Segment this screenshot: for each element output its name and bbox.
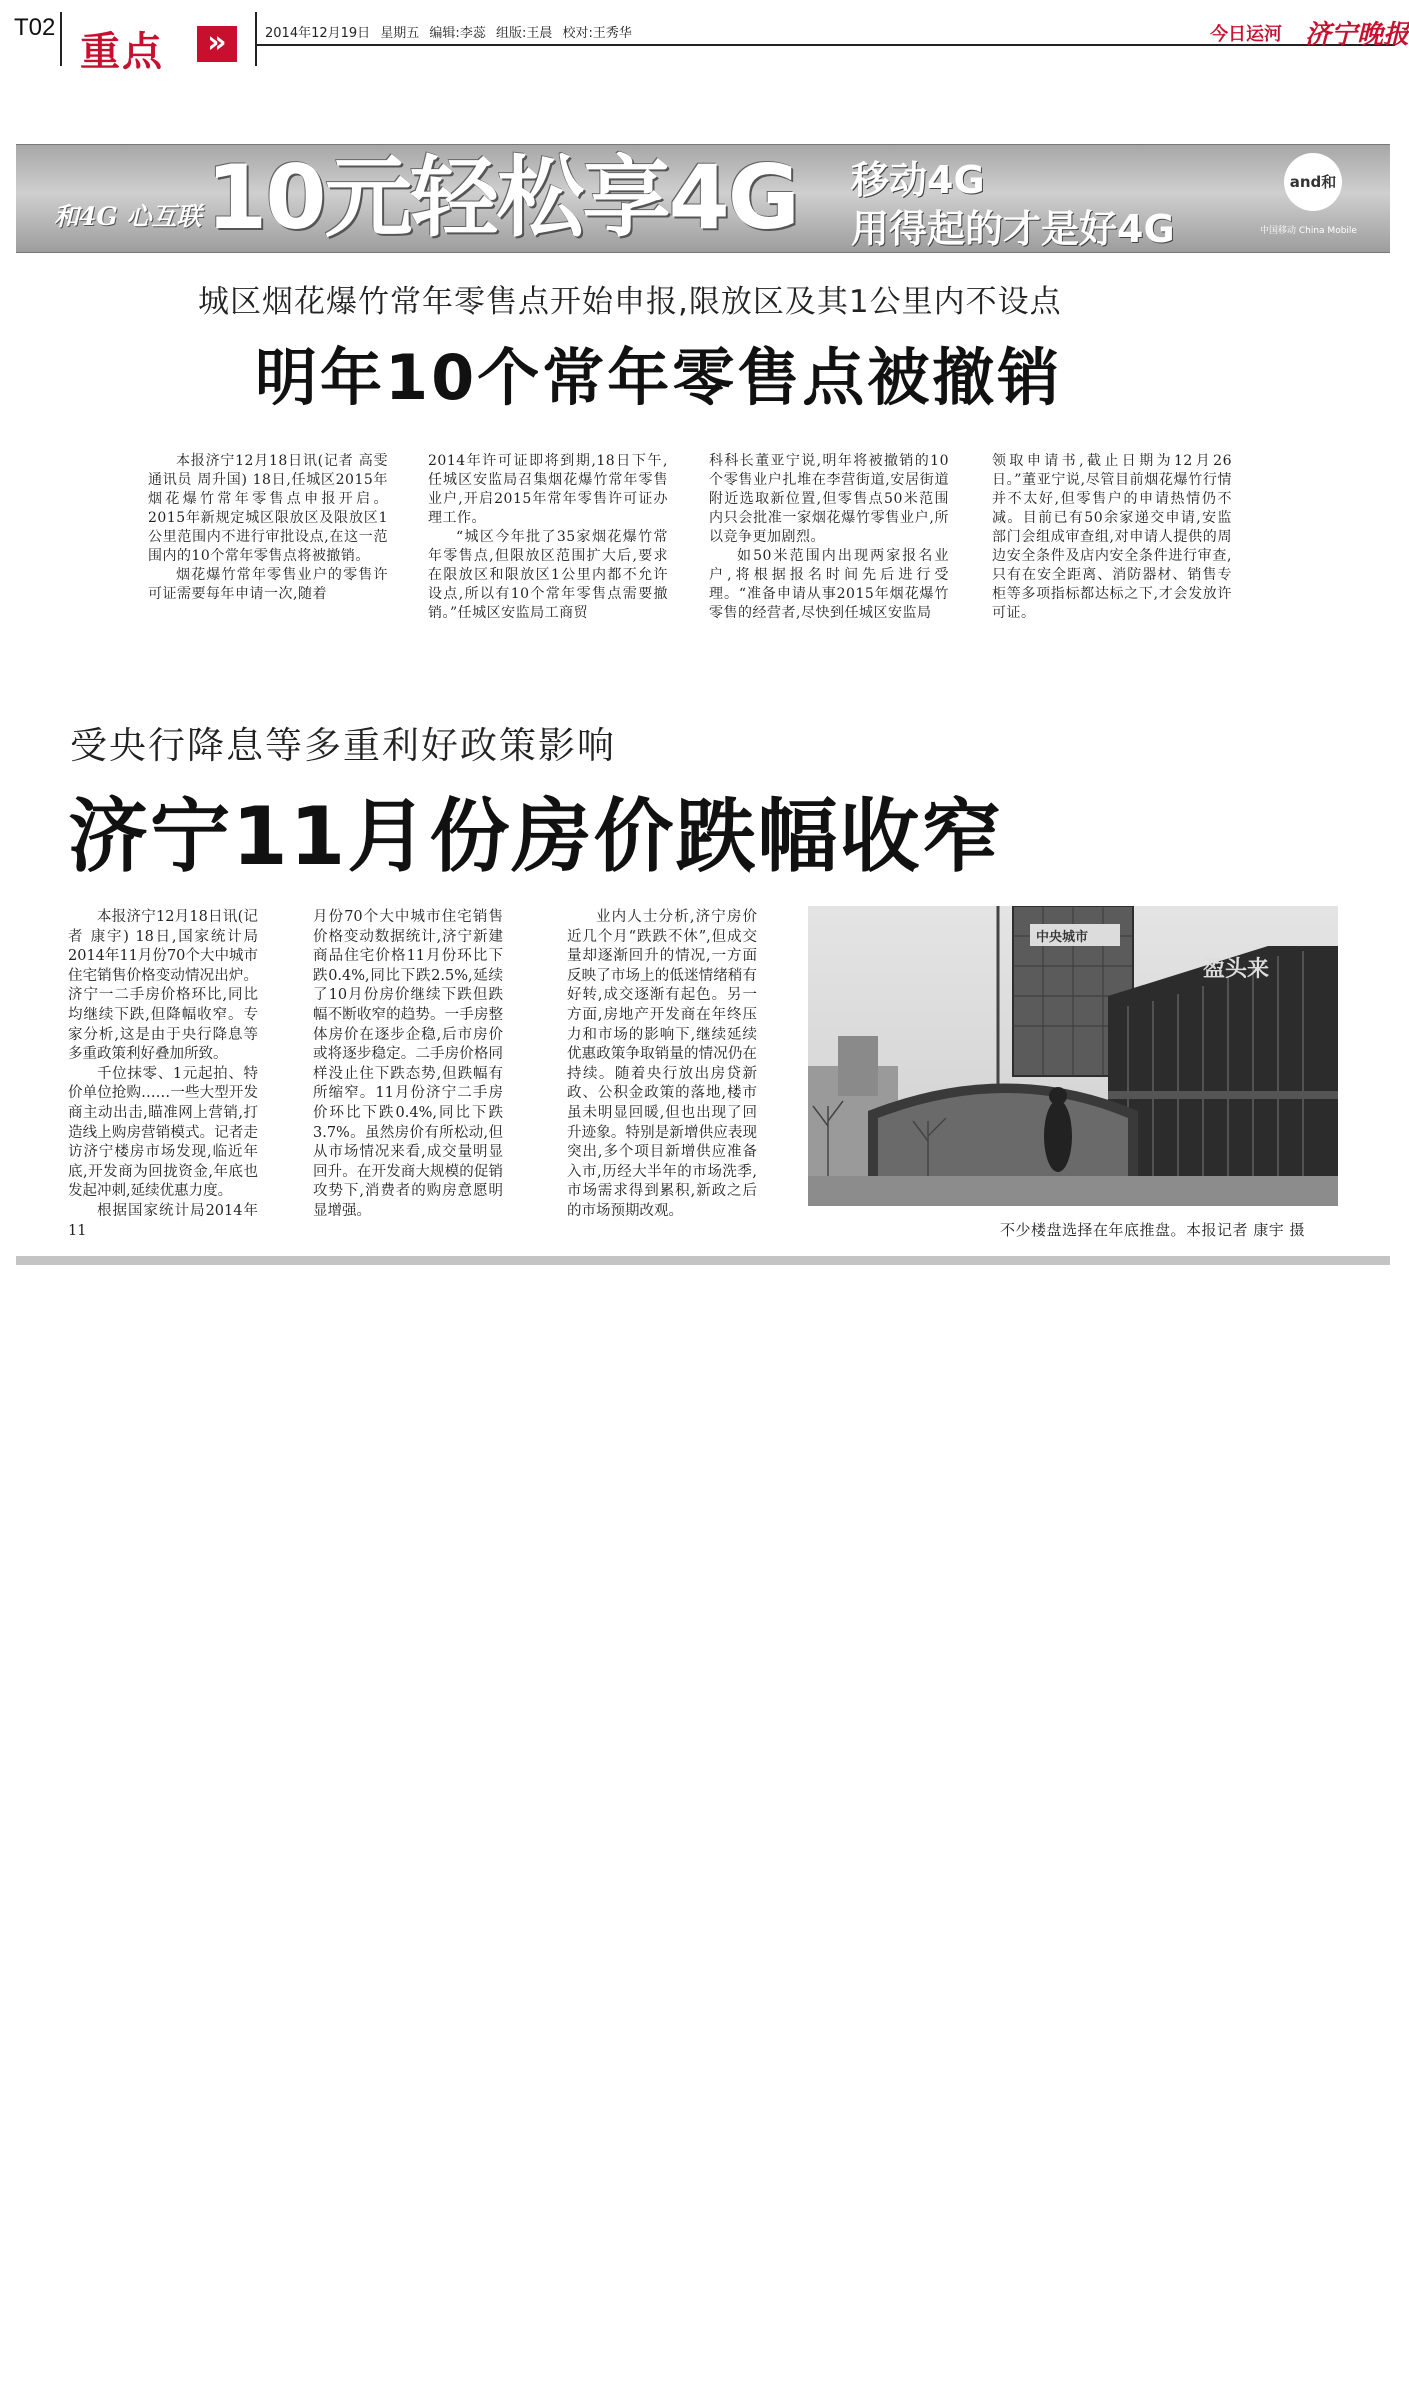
article-column <box>148 452 388 604</box>
article-column <box>992 452 1232 623</box>
paragraph: 业内人士分析,济宁房价近几个月“跌跌不休”,但成交量却逐渐回升的情况,一方面反映了市场上的低迷情绪稍有好转,成交逐渐有起色。另一方面,房地产开发商在年终压力和市场的影响下,继续延续优惠政策争取销量的情况仍在持续。随着央行放出房贷新政、公积金政策的落地,楼市虽未明显回暖,但也出现了回升迹象。特别是新增供应表现突出,多个项目新增供应准备入市,历经大半年的市场洗季,市场需求得到累积,新政之后的市场预期改观。 <box>567 909 757 1219</box>
paragraph: 本报济宁12月18日讯(记者 高雯 通讯员 周升国) 18日,任城区2015年烟花爆竹常年零售点申报开启。2015年新规定城区限放区及限放区1公里范围内不进行审批设点,在这一范围内的10个常年零售点将被撤销。 <box>148 453 388 564</box>
real-estate-photo <box>808 906 1338 1206</box>
paragraph: 月份70个大中城市住宅销售价格变动数据统计,济宁新建商品住宅价格11月份环比下跌0.4%,同比下跌2.5%,延续了10月份房价继续下跌但跌幅不断收窄的趋势。一手房整体房价在逐步企稳,后市房价或将逐步稳定。二手房价格同样没止住下跌态势,但跌幅有所缩窄。11月份济宁二手房价环比下跌0.4%,同比下跌3.7%。虽然房价有所松动,但从市场情况来看,成交量明显回升。在开发商大规模的促销攻势下,消费者的购房意愿明显增强。 <box>313 909 503 1219</box>
paragraph: 根据国家统计局2014年11 <box>68 1202 258 1239</box>
chevron-right-icon: » <box>197 26 237 62</box>
paragraph: 如50米范围内出现两家报名业户,将根据报名时间先后进行受理。“准备申请从事2015年烟花爆竹零售的经营者,尽快到任城区安监局 <box>709 548 949 621</box>
page-number: T02 <box>14 14 56 41</box>
ad-tagline: 用得起的才是好4G <box>851 207 1175 251</box>
header-divider <box>255 12 257 66</box>
article-column <box>567 908 757 1222</box>
building-sign: 盈头来 <box>1203 956 1270 982</box>
ad-tagline: 移动4G <box>851 158 985 202</box>
and-logo-icon: and和 <box>1284 153 1342 211</box>
company-logo: 中国移动 China Mobile <box>1260 226 1357 236</box>
article-subtitle: 受央行降息等多重利好政策影响 <box>70 724 616 767</box>
header-divider <box>60 12 62 66</box>
ad-headline: 10元轻松享4G <box>206 146 798 249</box>
article-column <box>709 452 949 623</box>
section-title: 重点 <box>80 29 164 75</box>
billboard-text: 中央城市 <box>1036 930 1089 945</box>
news-photo <box>808 906 1338 1206</box>
ad-brand: 和4G 心互联 <box>54 202 202 231</box>
article-column <box>313 908 503 1222</box>
paragraph: 本报济宁12月18日讯(记者 康宇) 18日,国家统计局2014年11月份70个大中城市住宅销售价格变动情况出炉。济宁一二手房价格环比,同比均继续下跌,但降幅收窄。专家分析,这是由于央行降息等多重政策利好叠加所致。 <box>68 909 258 1063</box>
article-column <box>428 452 668 623</box>
paragraph: 科科长董亚宁说,明年将被撤销的10个零售业户扎堆在李营街道,安居街道附近选取新位置,但零售点50米范围内只会批准一家烟花爆竹零售业户,所以竞争更加剧烈。 <box>709 453 949 545</box>
paragraph: 2014年许可证即将到期,18日下午,任城区安监局召集烟花爆竹常年零售业户,开启2015年常年零售许可证办理工作。 <box>428 453 668 526</box>
article-subtitle: 城区烟花爆竹常年零售点开始申报,限放区及其1公里内不设点 <box>198 284 1062 320</box>
paragraph: 千位抹零、1元起拍、特价单位抢购……一些大型开发商主动出击,瞄准网上营销,打造线上购房营销模式。记者走访济宁楼房市场发现,临近年底,开发商为回拢资金,年底也发起冲刺,延续优惠力度。 <box>68 1065 258 1200</box>
bottom-rule <box>16 1256 1390 1265</box>
article-title: 明年10个常年零售点被撤销 <box>255 341 1063 414</box>
article-title: 济宁11月份房价跌幅收窄 <box>68 790 1004 883</box>
edition-meta: 2014年12月19日 星期五 编辑:李蕊 组版:王晨 校对:王秀华 <box>265 26 632 41</box>
photo-caption: 不少楼盘选择在年底推盘。本报记者 康宇 摄 <box>1000 1221 1306 1239</box>
paragraph: 烟花爆竹常年零售业户的零售许可证需要每年申请一次,随着 <box>148 567 388 602</box>
paragraph: 领取申请书,截止日期为12月26日。”董亚宁说,尽管目前烟花爆竹行情并不太好,但零售户的申请热情仍不减。目前已有50余家递交申请,安监部门会组成审查组,对申请人提供的周边安全条件及店内安全条件进行审查,只有在安全距离、消防器材、销售专柜等多项指标都达标之下,才会发放许可证。 <box>992 453 1232 621</box>
newspaper-logo: 济宁晚报 <box>1305 20 1409 50</box>
article-column <box>68 908 258 1241</box>
ad-banner[interactable] <box>16 144 1390 253</box>
paragraph: “城区今年批了35家烟花爆竹常年零售点,但限放区范围扩大后,要求在限放区和限放区1公里内都不允许设点,所以有10个常年零售点需要撤销。”任城区安监局工商贸 <box>428 529 668 621</box>
column-name: 今日运河 <box>1210 24 1282 45</box>
